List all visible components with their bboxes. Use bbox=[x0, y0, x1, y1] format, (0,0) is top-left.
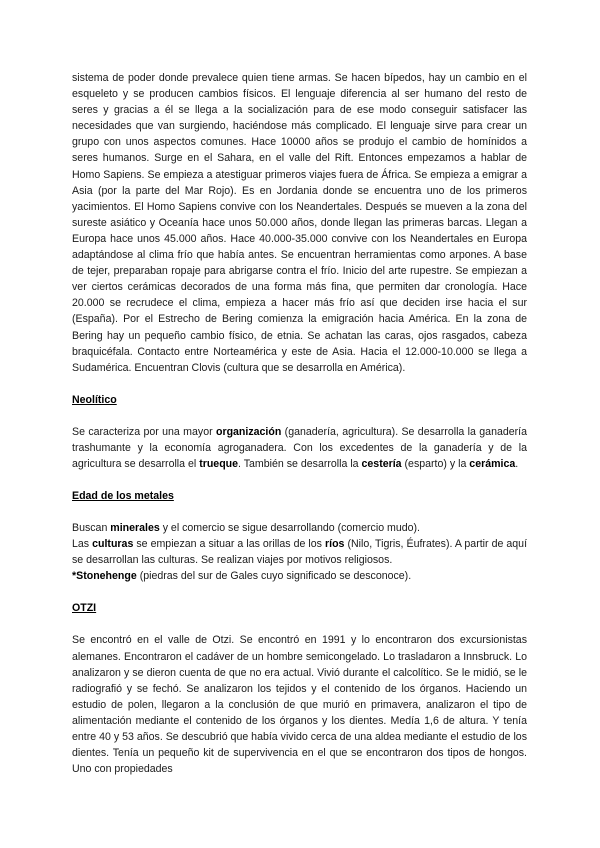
otzi-heading: OTZI bbox=[72, 602, 97, 615]
otzi-paragraph: Se encontró en el valle de Otzi. Se encontró en 1991 y lo encontraron dos excursionistas alemanes. Encontraron el cadáver de un hombre semicongelado. Lo trasladaron a Innsbruck. Lo analizaron y se dieron cuenta de que no era actual. Vivió durante el calcolítico. Se le midió, se le radiografió y se fechó. Se analizaron los tejidos y el contenido de los órganos. Haciendo un estudio de polen, llegaron a la conclusión de que murió en primavera, analizaron el tipo de alimentación mediante el contenido de los órganos y los dientes. Medía 1,6 de altura. Y tenía entre 40 y 53 años. Se descubrió que había vivido cerca de una aldea mediante el estudio de los dientes. Tenía un pequeño kit de supervivencia en el que se encontraron dos tipos de hongos. Uno con propiedades bbox=[72, 634, 527, 776]
metales-heading: Edad de los metales bbox=[72, 490, 174, 503]
metales-line-2: Las culturas se empiezan a situar a las orillas de los ríos (Nilo, Tigris, Éufrates). A partir de aquí se desarrollan las culturas. Se realizan viajes por motivos religiosos. bbox=[72, 538, 528, 567]
metales-line-3: *Stonehenge (piedras del sur de Gales cuyo significado se desconoce). bbox=[72, 570, 412, 583]
document-page bbox=[72, 70, 527, 777]
intro-paragraph: sistema de poder donde prevalece quien tiene armas. Se hacen bípedos, hay un cambio en el esqueleto y se producen cambios físicos. El lenguaje diferencia al ser humano del resto de seres y gracias a él se llega a la socialización para de ese modo conseguir satisfacer las necesidades que van surgiendo, haciéndose más complicado. El lenguaje sirve para crear un grupo con unos aspectos comunes. Hace 10000 años se produjo el cambio de homínidos a seres humanos. Surge en el Sahara, en el valle del Rift. Entonces empezamos a hablar de Homo Sapiens. Se empieza a atestiguar primeros viajes fuera de África. Se empieza a emigrar a Asia (por la parte del Mar Rojo). Es en Jordania donde se encuentra uno de los primeros yacimientos. El Homo Sapiens convive con los Neandertales. Después se mueven a la zona del sureste asiático y Oceanía hace unos 50.000 años, donde llegan las primeras barcas. Llegan a Europa hace unos 45.000 años. Hace 40.000-35.000 convive con los Neandertales en Europa adaptándose al clima frío que había antes. Se encuentran herramientas como arpones. A base de tejer, preparaban ropaje para abrigarse contra el frío. Inicio del arte rupestre. Se empiezan a ver ciertos cerámicas decorados de una forma más fina, que permiten dar cronología. Hace 20.000 se recrudece el clima, empieza a hacer más frío así que deciden irse hacia el sur (España). Por el Estrecho de Bering comienza la emigración hacia América. En la zona de Bering hay un pequeño cambio físico, de etnia. Se achatan las caras, ojos rasgados, cabeza braquicéfala. Contacto entre Norteamérica y este de Asia. Hacia el 12.000-10.000 se llega a Sudamérica. Encuentran Clovis (cultura que se desarrolla en América). bbox=[72, 72, 527, 374]
neolitico-heading: Neolítico bbox=[72, 393, 117, 406]
neolitico-paragraph: Se caracteriza por una mayor organización (ganadería, agricultura). Se desarrolla la ganadería trashumante y la economía agroganadera. Con los excedentes de la ganadería y de la agricultura se desarrolla el trueque. También se desarrolla la cestería (esparto) y la cerámica. bbox=[72, 425, 527, 470]
metales-line-1: Buscan minerales y el comercio se sigue desarrollando (comercio mudo). bbox=[72, 522, 420, 535]
